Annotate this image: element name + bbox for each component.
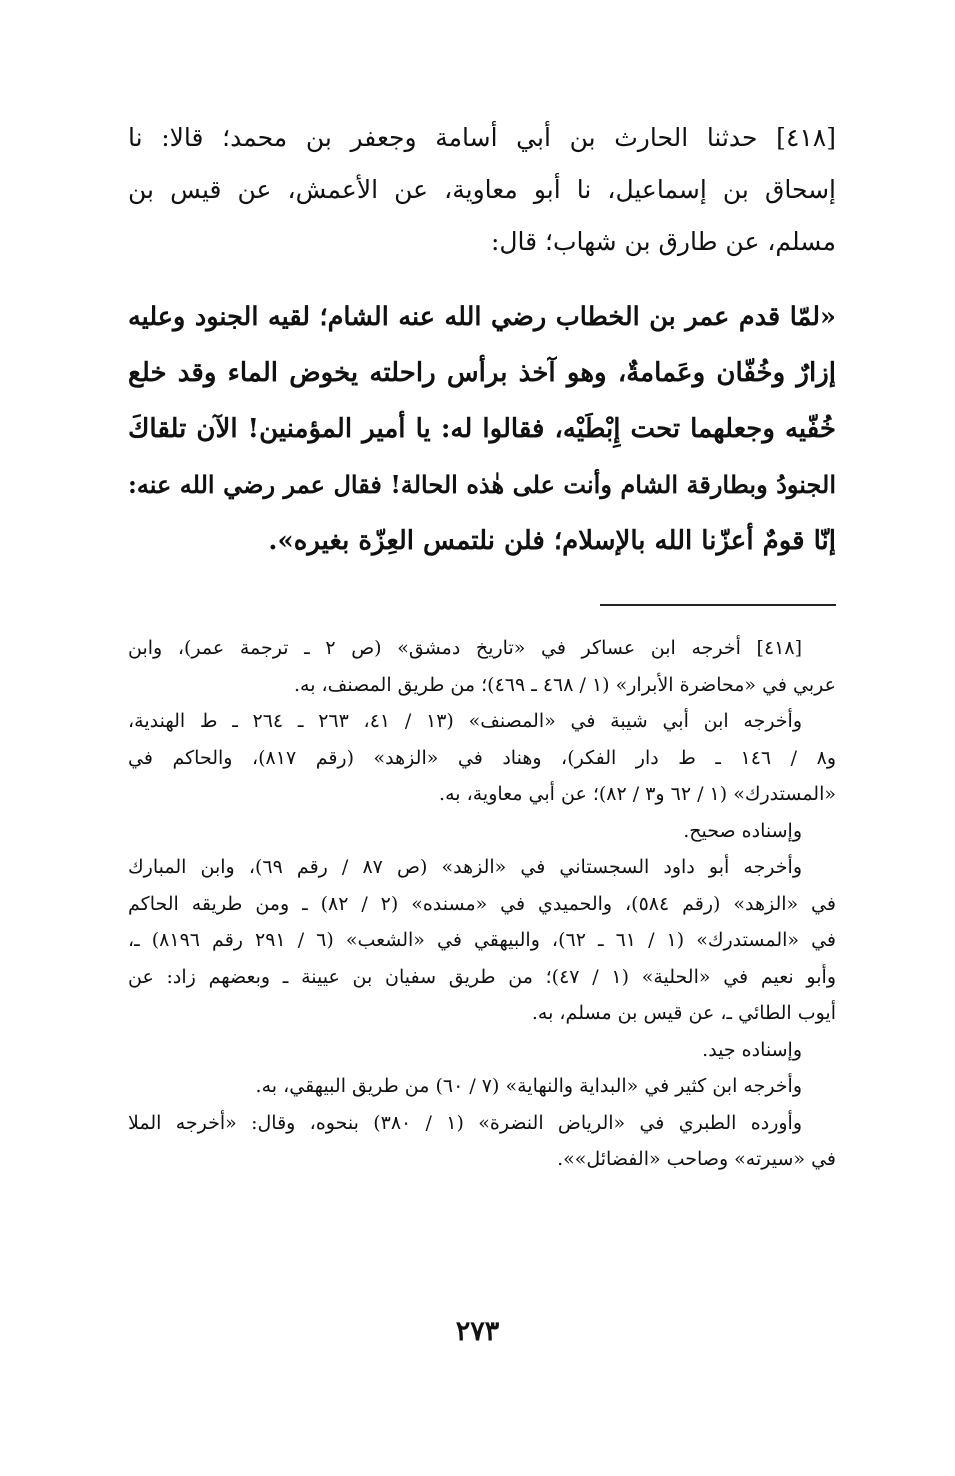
footnote-separator xyxy=(600,604,836,606)
footnote-line: وإسناده صحيح. xyxy=(683,819,802,842)
footnote-line: [٤١٨] أخرجه ابن عساكر في «تاريخ دمشق» (ص ٢ ـ ترجمة عمر)، وابن xyxy=(128,637,802,659)
footnote-line: وأخرجه أبو داود السجستاني في «الزهد» (ص ٨٧ / رقم ٦٩)، وابن المبارك xyxy=(128,856,802,878)
footnotes xyxy=(128,630,836,1178)
footnote-line: وأخرجه ابن كثير في «البداية والنهاية» (٧ / ٦٠) من طريق البيهقي، به. xyxy=(255,1075,802,1097)
footnote-line: وأورده الطبري في «الرياض النضرة» (١ / ٣٨٠) بنحوه، وقال: «أخرجه الملا xyxy=(128,1111,802,1134)
matn-line: الجنودُ وبطارقة الشام وأنت على هٰذه الحالة! فقال عمر رضي الله عنه: xyxy=(128,470,836,499)
matn-line: إنّا قومٌ أعزّنا الله بالإسلام؛ فلن نلتمس العِزّة بغيره». xyxy=(268,526,836,556)
hadith-isnad xyxy=(128,112,836,268)
footnote-line: أيوب الطائي ـ، عن قيس بن مسلم، به. xyxy=(531,1002,836,1024)
footnote-line: و٨ / ١٤٦ ـ ط دار الفكر)، وهناد في «الزهد» (رقم ٨١٧)، والحاكم في xyxy=(128,746,836,769)
matn-line: «لمّا قدم عمر بن الخطاب رضي الله عنه الشام؛ لقيه الجنود وعليه xyxy=(128,302,836,332)
hadith-matn xyxy=(128,289,836,569)
page-number: ٢٧٣ xyxy=(455,1316,500,1347)
footnote-line: وأخرجه ابن أبي شيبة في «المصنف» (١٣ / ٤١، ٢٦٣ ـ ٢٦٤ ـ ط الهندية، xyxy=(128,710,802,732)
footnote-line: في «سيرته» وصاحب «الفضائل»». xyxy=(557,1148,836,1170)
isnad-line: [٤١٨] حدثنا الحارث بن أبي أسامة وجعفر بن محمد؛ قالا: نا xyxy=(128,123,836,152)
isnad-line: مسلم، عن طارق بن شهاب؛ قال: xyxy=(490,227,836,256)
matn-line: إزارٌ وخُفّان وعَمامةٌ، وهو آخذ برأس راحلته يخوض الماء وقد خلع xyxy=(128,358,836,388)
footnote-line: وإسناده جيد. xyxy=(702,1038,802,1061)
matn-line: خُفّيه وجعلهما تحت إِبْطَيْه، فقالوا له: يا أمير المؤمنين! الآن تلقاكَ xyxy=(128,414,836,444)
footnote-line: عربي في «محاضرة الأبرار» (١ / ٤٦٨ ـ ٤٦٩)؛ من طريق المصنف، به. xyxy=(293,673,836,696)
isnad-line: إسحاق بن إسماعيل، نا أبو معاوية، عن الأعمش، عن قيس بن xyxy=(128,175,836,204)
footnote-line: «المستدرك» (١ / ٦٢ و٣ / ٨٢)؛ عن أبي معاوية، به. xyxy=(439,783,836,805)
footnote-line: في «الزهد» (رقم ٥٨٤)، والحميدي في «مسنده» (٢ / ٨٢) ـ ومن طريقه الحاكم xyxy=(128,892,836,915)
footnote-line: وأبو نعيم في «الحلية» (١ / ٤٧)؛ من طريق سفيان بن عيينة ـ وبعضهم زاد: عن xyxy=(128,965,836,988)
footnote-line: في «المستدرك» (١ / ٦١ ـ ٦٢)، والبيهقي في «الشعب» (٦ / ٢٩١ رقم ٨١٩٦) ـ، xyxy=(128,929,836,951)
